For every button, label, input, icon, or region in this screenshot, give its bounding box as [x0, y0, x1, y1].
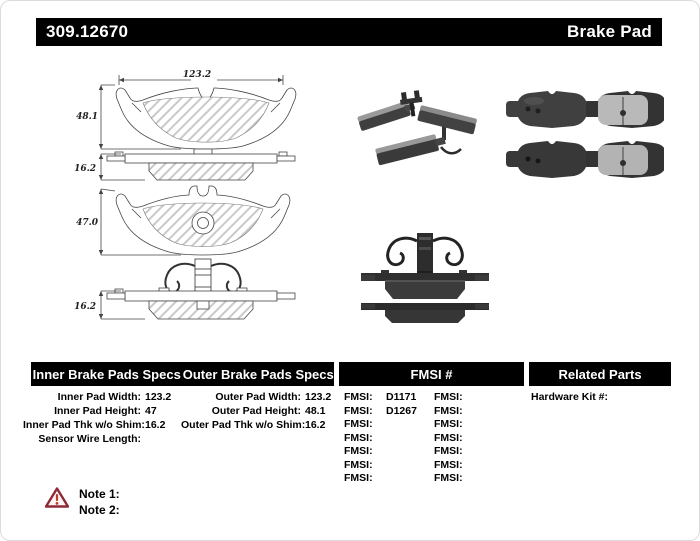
outer-specs-column	[181, 390, 331, 432]
fmsi-column-1	[344, 391, 417, 486]
spec-row	[23, 404, 171, 418]
header-bar	[36, 18, 662, 46]
fmsi-label: FMSI:	[344, 404, 373, 417]
fmsi-label: FMSI:	[344, 445, 373, 457]
related-parts-column	[531, 391, 616, 405]
outer-specs-header: Outer Brake Pads Specs	[182, 366, 334, 382]
fmsi-label: FMSI:	[434, 445, 463, 457]
fmsi-row	[434, 432, 476, 446]
fmsi-row	[434, 405, 476, 419]
spec-row	[23, 418, 171, 432]
outer-pad-height-dimension: 48.1	[76, 112, 98, 122]
fmsi-row	[434, 418, 476, 432]
fmsi-column-2	[434, 391, 476, 486]
fmsi-table-header	[339, 362, 524, 386]
spec-row	[181, 390, 331, 404]
spec-value: 47	[145, 405, 157, 417]
fmsi-label: FMSI:	[344, 431, 373, 444]
spec-label: Inner Pad Thk w/o Shim:	[23, 419, 145, 431]
fmsi-header-label: FMSI #	[410, 366, 453, 382]
technical-drawing	[31, 59, 341, 351]
spec-label: Inner Pad Width:	[57, 391, 141, 403]
note-1-label: Note 1:	[79, 487, 120, 501]
spec-label: Outer Pad Width:	[215, 391, 301, 403]
fmsi-row	[344, 432, 417, 446]
fmsi-row	[344, 445, 417, 459]
fmsi-row	[344, 391, 417, 405]
fmsi-row	[434, 459, 476, 473]
fmsi-row	[434, 391, 476, 405]
fmsi-label: FMSI:	[434, 418, 463, 430]
related-parts-table-header	[529, 362, 671, 386]
spec-row	[181, 418, 331, 432]
spec-value: 123.2	[145, 391, 172, 403]
specs-table-header	[31, 362, 334, 386]
product-photo-pad-set	[504, 87, 664, 187]
outer-pad-edge-view	[101, 149, 295, 180]
spec-value: 123.2	[305, 391, 332, 403]
spec-row	[23, 390, 171, 404]
fmsi-label: FMSI:	[434, 391, 463, 403]
fmsi-value: D1267	[386, 404, 417, 417]
page-title: Brake Pad	[567, 22, 652, 41]
fmsi-label: FMSI:	[344, 472, 373, 484]
inner-specs-column	[23, 390, 171, 446]
spec-row	[181, 404, 331, 418]
inner-pad-height-dimension: 47.0	[76, 218, 98, 228]
inner-specs-header: Inner Brake Pads Specs	[32, 366, 181, 382]
spec-row	[23, 432, 171, 446]
spec-value: 48.1	[305, 405, 326, 417]
inner-pad-edge-view	[101, 259, 295, 319]
fmsi-label: FMSI:	[344, 418, 373, 430]
spec-label: Outer Pad Thk w/o Shim:	[181, 419, 306, 431]
fmsi-row	[344, 472, 417, 486]
fmsi-label: FMSI:	[344, 458, 373, 471]
part-number: 309.12670	[46, 22, 129, 41]
fmsi-label: FMSI:	[344, 391, 373, 403]
related-row	[531, 391, 616, 405]
spec-value: 16.2	[305, 419, 326, 431]
inner-pad-front-view	[101, 186, 290, 255]
spec-label: Sensor Wire Length:	[38, 433, 141, 445]
spec-label: Inner Pad Height:	[54, 405, 141, 417]
notes-block	[79, 486, 120, 518]
fmsi-row	[344, 459, 417, 473]
related-parts-header-label: Related Parts	[558, 366, 642, 382]
spec-label: Outer Pad Height:	[211, 405, 301, 417]
product-photo-angled-pads	[349, 85, 484, 190]
fmsi-row	[434, 472, 476, 486]
fmsi-label: FMSI:	[434, 458, 463, 471]
note-2-label: Note 2:	[79, 503, 120, 517]
fmsi-row	[344, 418, 417, 432]
fmsi-label: FMSI:	[434, 404, 463, 417]
related-label: Hardware Kit #:	[531, 391, 609, 403]
fmsi-row	[344, 405, 417, 419]
outer-pad-width-dimension: 123.2	[182, 70, 212, 80]
fmsi-row	[434, 445, 476, 459]
product-photo-edge-stack	[351, 227, 501, 327]
outer-pad-thickness-dimension: 16.2	[74, 164, 96, 174]
outer-pad-front-view	[101, 75, 296, 149]
fmsi-value: D1171	[386, 391, 417, 403]
spec-value: 16.2	[145, 419, 166, 431]
warning-triangle-icon	[45, 487, 69, 508]
inner-pad-thickness-dimension: 16.2	[74, 302, 96, 312]
fmsi-label: FMSI:	[434, 472, 463, 484]
fmsi-label: FMSI:	[434, 431, 463, 444]
